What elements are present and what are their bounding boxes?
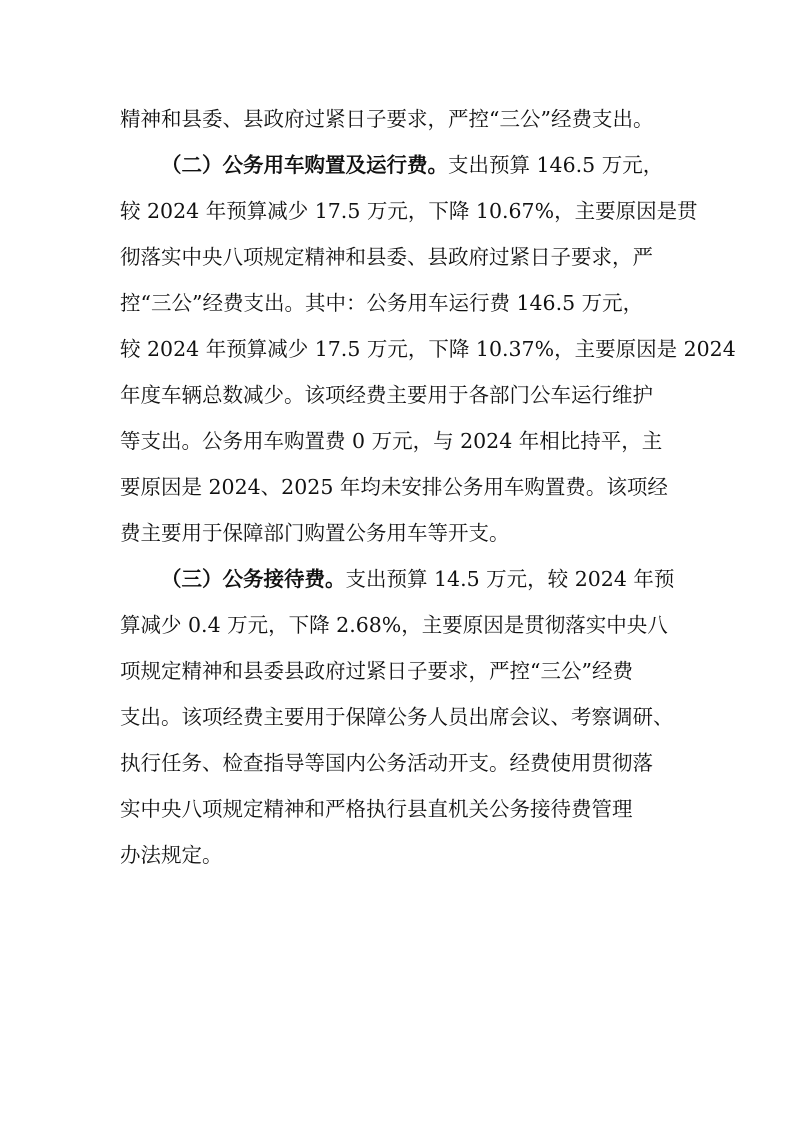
text-line [120,648,680,694]
section-heading-line [120,142,680,188]
text-line [120,602,680,648]
line-text: 项规定精神和县委县政府过紧日子要求，严控“三公”经费 [120,659,633,683]
line-text: 费主要用于保障部门购置公务用车等开支。 [120,521,510,545]
section-heading-vehicle: （二）公务用车购置及运行费。 [161,153,448,177]
line-text: 支出预算 146.5 万元， [448,153,664,177]
section-heading-line [120,556,680,602]
text-line [120,418,680,464]
text-line [120,832,680,878]
line-text: 精神和县委、县政府过紧日子要求，严控“三公”经费支出。 [120,107,654,131]
section-heading-reception: （三）公务接待费。 [161,567,346,591]
text-line [120,740,680,786]
text-line [120,464,680,510]
text-line [120,372,680,418]
line-text: 实中央八项规定精神和严格执行县直机关公务接待费管理 [120,797,633,821]
line-text: 较 2024 年预算减少 17.5 万元，下降 10.37%，主要原因是 2024 [120,337,736,361]
line-text: 年度车辆总数减少。该项经费主要用于各部门公车运行维护 [120,383,653,407]
line-text: 支出预算 14.5 万元，较 2024 年预 [345,567,675,591]
text-line [120,786,680,832]
line-text: 支出。该项经费主要用于保障公务人员出席会议、考察调研、 [120,705,674,729]
text-line [120,96,680,142]
text-line [120,234,680,280]
text-line [120,326,736,372]
document-body [120,96,736,878]
text-line [120,510,680,556]
line-text: 要原因是 2024、2025 年均未安排公务用车购置费。该项经 [120,475,668,499]
text-line [120,694,680,740]
text-line [120,188,698,234]
line-text: 算减少 0.4 万元，下降 2.68%，主要原因是贯彻落实中央八 [120,613,668,637]
line-text: 较 2024 年预算减少 17.5 万元，下降 10.67%，主要原因是贯 [120,199,698,223]
line-text: 彻落实中央八项规定精神和县委、县政府过紧日子要求，严 [120,245,653,269]
text-line [120,280,680,326]
line-text: 办法规定。 [120,843,223,867]
line-text: 等支出。公务用车购置费 0 万元，与 2024 年相比持平，主 [120,429,663,453]
line-text: 执行任务、检查指导等国内公务活动开支。经费使用贯彻落 [120,751,653,775]
line-text: 控“三公”经费支出。其中：公务用车运行费 146.5 万元， [120,291,644,315]
